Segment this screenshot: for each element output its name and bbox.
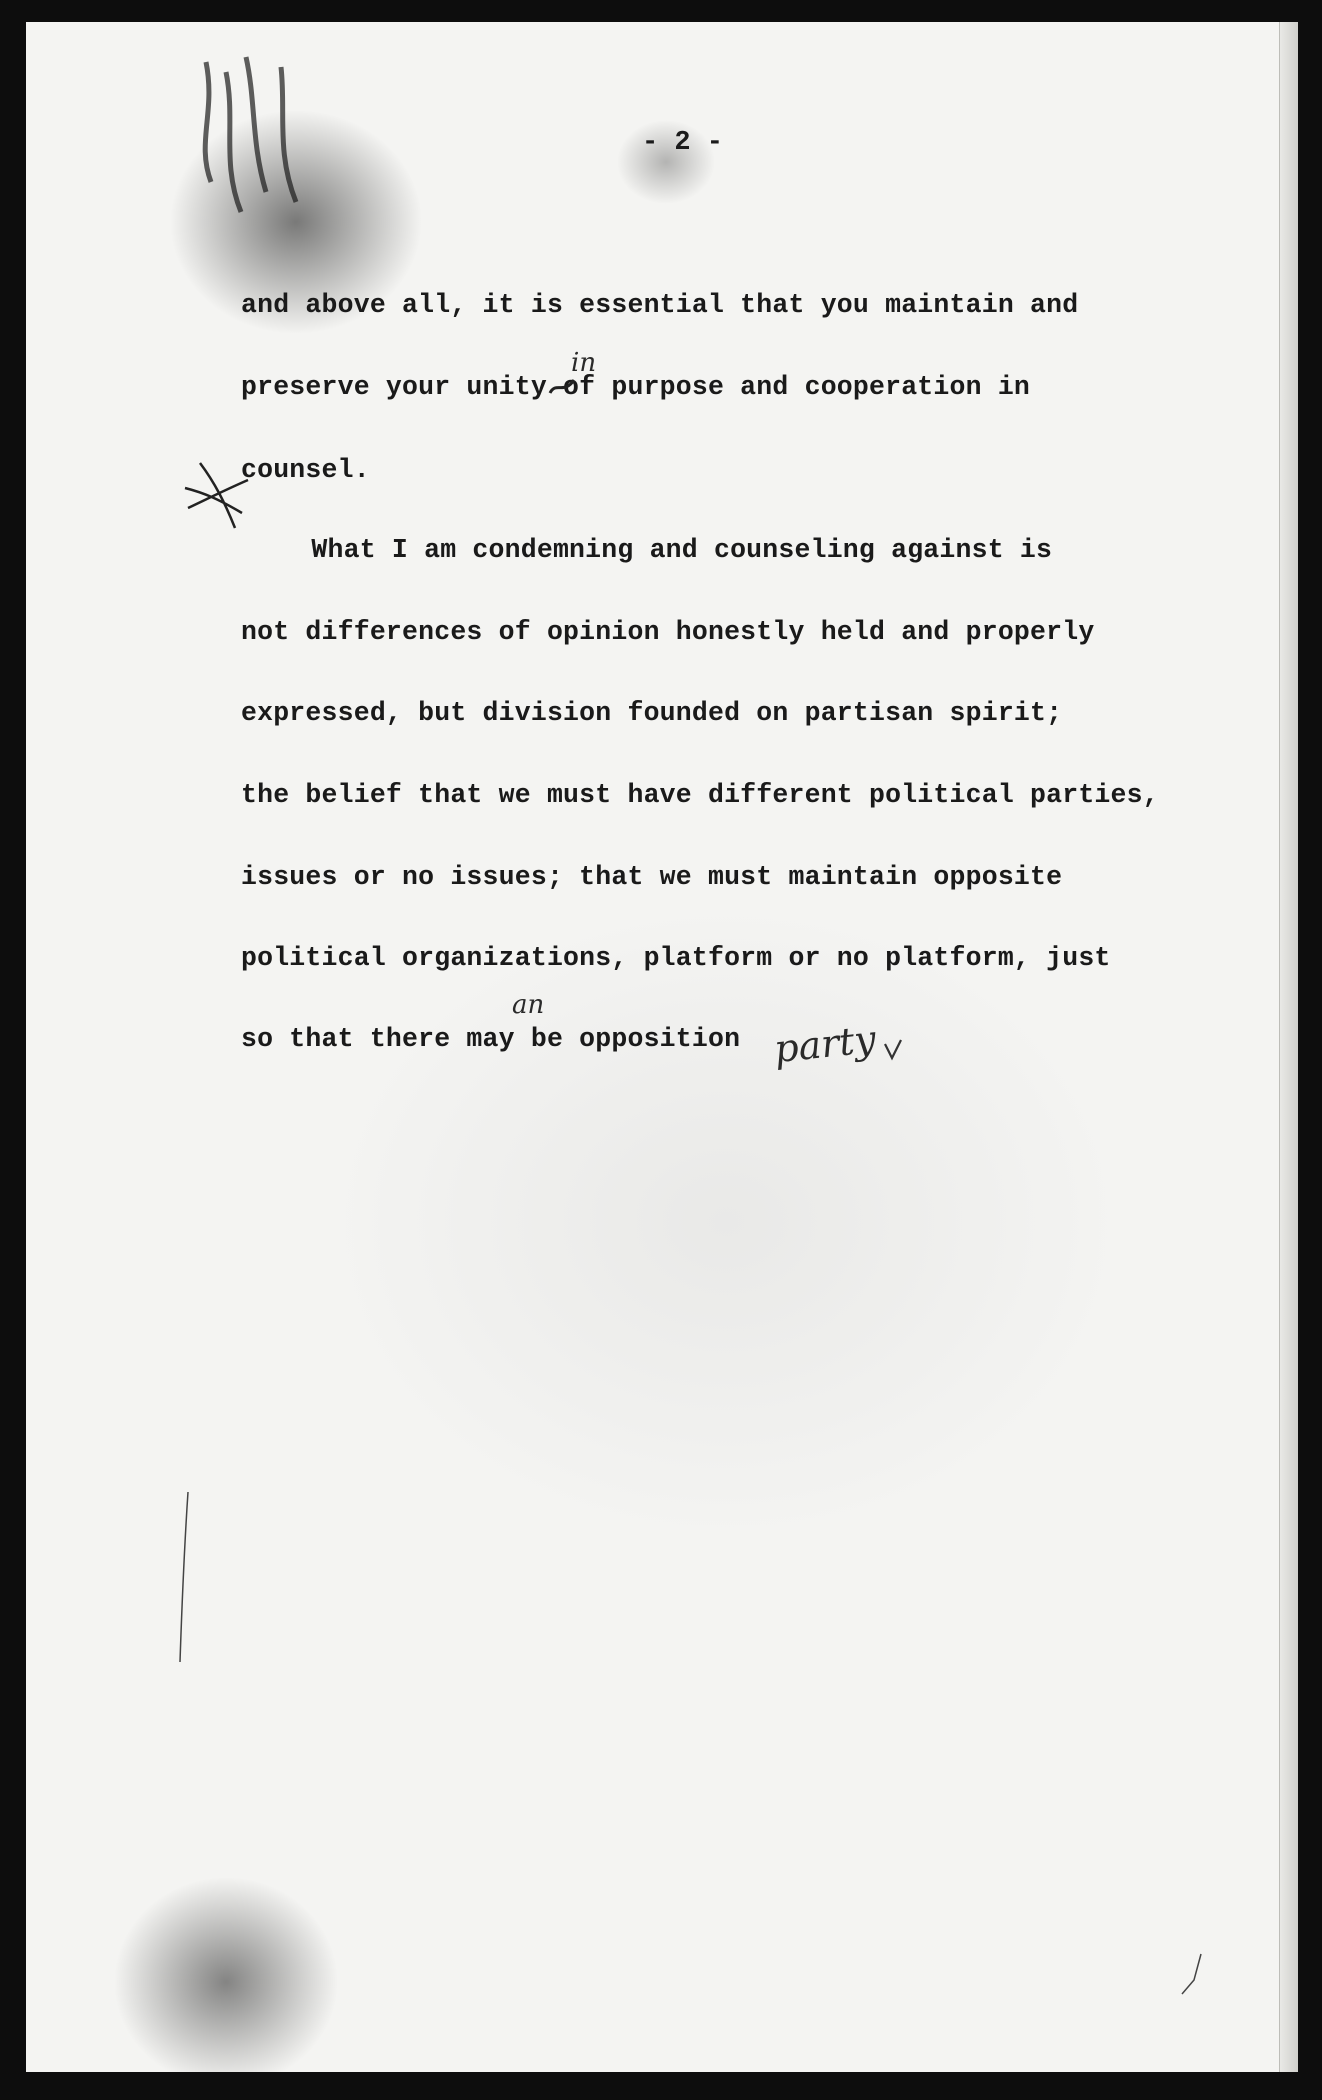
margin-pencil-line [176, 1492, 196, 1662]
text-line-7: the belief that we must have different political parties, [241, 780, 1159, 810]
text-line-6: expressed, but division founded on partisan spirit; [241, 698, 1063, 728]
insertion-caret-mark [882, 1038, 904, 1062]
text-line-5: not differences of opinion honestly held and properly [241, 617, 1095, 647]
text-line-10: so that there may be opposition [241, 1024, 741, 1054]
handwritten-insert-party: party [771, 1016, 878, 1072]
text-line-2: preserve your unity of purpose and cooperation in [241, 372, 1031, 402]
text-line-3: counsel. [241, 455, 370, 485]
text-line-1: and above all, it is essential that you maintain and [241, 290, 1079, 320]
text-line-8: issues or no issues; that we must maintain opposite [241, 862, 1063, 892]
handwritten-insert-in: in [571, 348, 597, 378]
strikethrough-mark [548, 377, 576, 397]
handwritten-insert-an: an [512, 990, 545, 1020]
text-line-9: political organizations, platform or no platform, just [241, 943, 1111, 973]
page-edge [1279, 22, 1298, 2072]
pencil-tick-mark [1176, 1952, 1206, 1997]
text-line-4: What I am condemning and counseling against is [247, 535, 1053, 565]
margin-asterisk-mark [180, 458, 250, 533]
page-number: - 2 - [641, 128, 723, 158]
